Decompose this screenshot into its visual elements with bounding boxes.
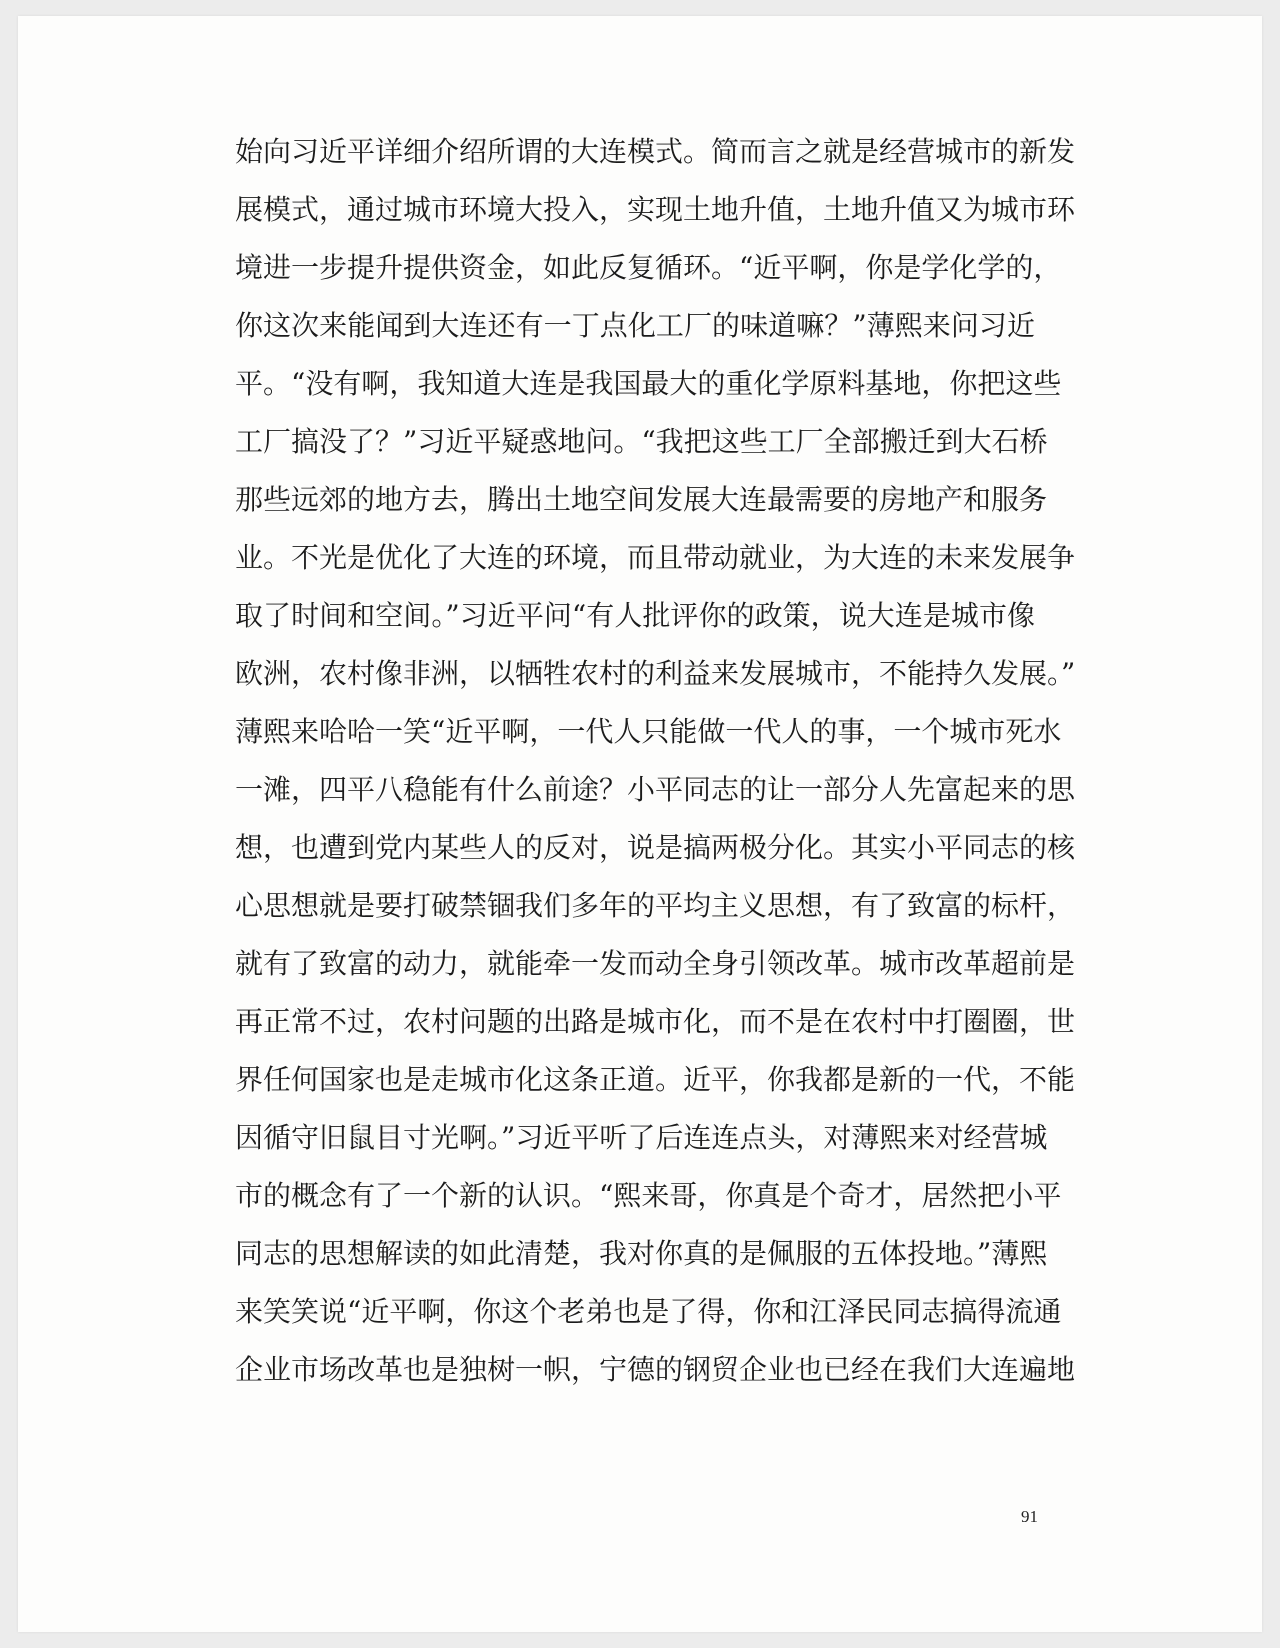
text-line: 市的概念有了一个新的认识。“熙来哥，你真是个奇才，居然把小平 bbox=[235, 1179, 1062, 1212]
text-line: 企业市场改革也是独树一帜，宁德的钢贸企业也已经在我们大连遍地 bbox=[235, 1353, 1076, 1386]
text-line: 因循守旧鼠目寸光啊。”习近平听了后连连点头，对薄熙来对经营城 bbox=[235, 1121, 1048, 1154]
text-line: 平。“没有啊，我知道大连是我国最大的重化学原料基地，你把这些 bbox=[235, 367, 1062, 400]
text-line: 始向习近平详细介绍所谓的大连模式。简而言之就是经营城市的新发 bbox=[235, 135, 1076, 168]
book-page bbox=[18, 16, 1262, 1632]
text-line: 就有了致富的动力，就能牵一发而动全身引领改革。城市改革超前是 bbox=[235, 947, 1076, 980]
text-line: 境进一步提升提供资金，如此反复循环。“近平啊，你是学化学的， bbox=[235, 251, 1062, 284]
text-line: 同志的思想解读的如此清楚，我对你真的是佩服的五体投地。”薄熙 bbox=[235, 1237, 1048, 1270]
text-line: 心思想就是要打破禁锢我们多年的平均主义思想，有了致富的标杆， bbox=[235, 889, 1076, 922]
text-line: 一滩，四平八稳能有什么前途？小平同志的让一部分人先富起来的思 bbox=[235, 773, 1076, 806]
text-line: 再正常不过，农村问题的出路是城市化，而不是在农村中打圈圈，世 bbox=[235, 1005, 1076, 1038]
text-line: 想，也遭到党内某些人的反对，说是搞两极分化。其实小平同志的核 bbox=[235, 831, 1076, 864]
text-line: 你这次来能闻到大连还有一丁点化工厂的味道嘛？”薄熙来问习近 bbox=[235, 309, 1035, 342]
body-text bbox=[235, 123, 1076, 1399]
text-line: 取了时间和空间。”习近平问“有人批评你的政策，说大连是城市像 bbox=[235, 599, 1035, 632]
text-line: 薄熙来哈哈一笑“近平啊，一代人只能做一代人的事，一个城市死水 bbox=[235, 715, 1062, 748]
text-line: 那些远郊的地方去，腾出土地空间发展大连最需要的房地产和服务 bbox=[235, 483, 1048, 516]
text-line: 业。不光是优化了大连的环境，而且带动就业，为大连的未来发展争 bbox=[235, 541, 1076, 574]
text-line: 来笑笑说“近平啊，你这个老弟也是了得，你和江泽民同志搞得流通 bbox=[235, 1295, 1062, 1328]
text-line: 欧洲，农村像非洲，以牺牲农村的利益来发展城市，不能持久发展。” bbox=[235, 657, 1076, 690]
text-line: 界任何国家也是走城市化这条正道。近平，你我都是新的一代，不能 bbox=[235, 1063, 1076, 1096]
text-line: 展模式，通过城市环境大投入，实现土地升值，土地升值又为城市环 bbox=[235, 193, 1076, 226]
page-number: 91 bbox=[1021, 1507, 1038, 1526]
text-line: 工厂搞没了？”习近平疑惑地问。“我把这些工厂全部搬迁到大石桥 bbox=[235, 425, 1048, 458]
